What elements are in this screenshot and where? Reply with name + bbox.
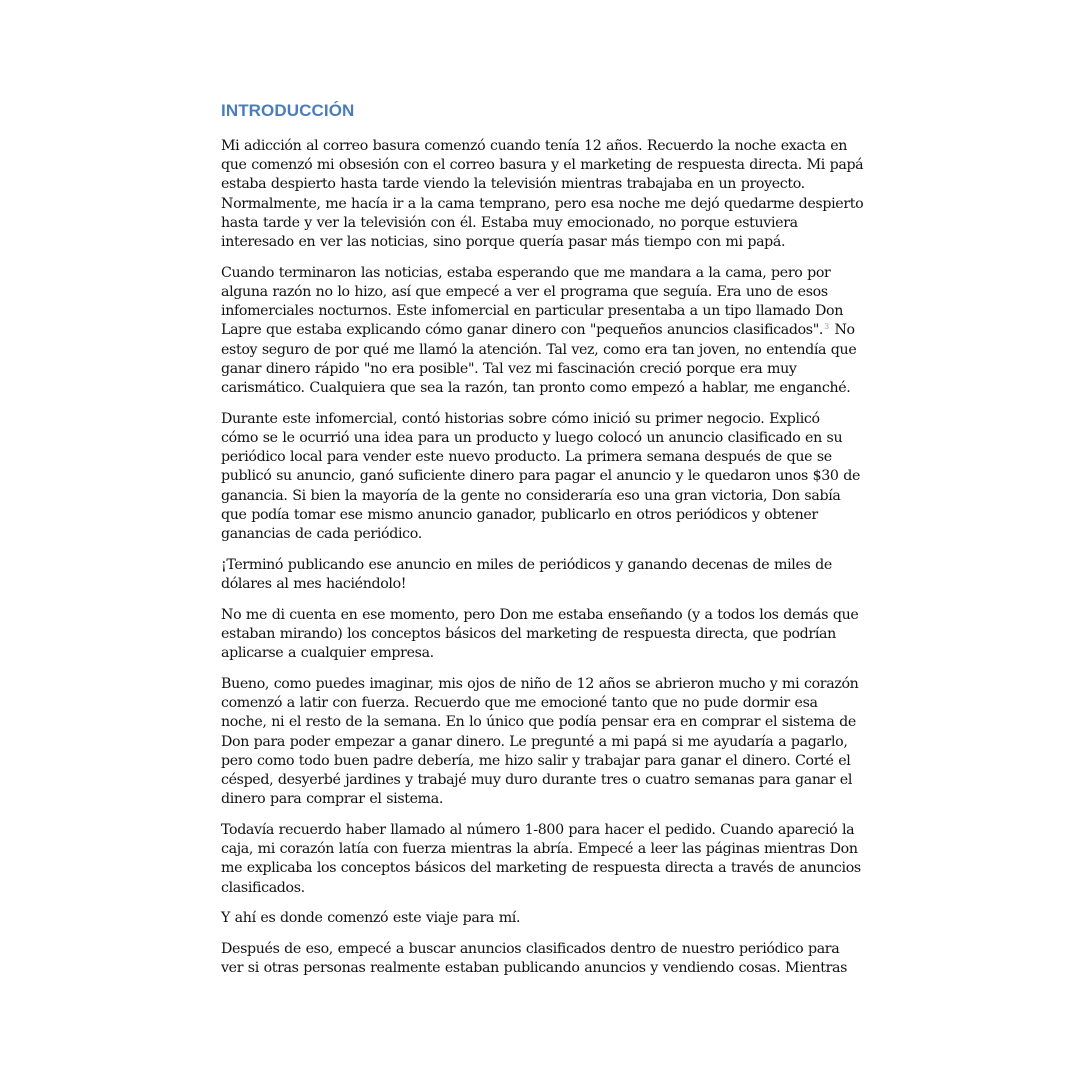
- text-line: ver si otras personas realmente estaban publicando anuncios y vendiendo cosas. Mientras: [221, 960, 848, 977]
- text-line: pero como todo buen padre debería, me hizo salir y trabajar para ganar el dinero. Corté el: [221, 752, 851, 769]
- text-line: interesado en ver las noticias, sino porque quería pasar más tiempo con mi papá.: [221, 234, 786, 251]
- text-line: publicó su anuncio, ganó suficiente dinero para pagar el anuncio y le quedaron unos $30 de: [221, 468, 861, 485]
- text-line: alguna razón no lo hizo, así que empecé a ver el programa que seguía. Era uno de esos: [221, 284, 828, 301]
- text-line: Normalmente, me hacía ir a la cama temprano, pero esa noche me dejó quedarme despierto: [221, 195, 864, 212]
- text-line: clasificados.: [221, 879, 305, 896]
- text-line: ganancia. Si bien la mayoría de la gente no consideraría eso una gran victoria, Don sabía: [221, 487, 841, 504]
- text-line: ganancias de cada periódico.: [221, 526, 422, 543]
- text-line: No me di cuenta en ese momento, pero Don me estaba enseñando (y a todos los demás que: [221, 606, 859, 623]
- text-line: carismático. Cualquiera que sea la razón, tan pronto como empezó a hablar, me enganché.: [221, 380, 851, 397]
- text-line: Y ahí es donde comenzó este viaje para mí.: [221, 910, 521, 927]
- text-line: Después de eso, empecé a buscar anuncios clasificados dentro de nuestro periódico para: [221, 941, 840, 958]
- text-line: Cuando terminaron las noticias, estaba esperando que me mandara a la cama, pero por: [221, 264, 831, 281]
- text-line: Todavía recuerdo haber llamado al número 1-800 para hacer el pedido. Cuando apareció la: [221, 822, 855, 839]
- text-segment: Lapre que estaba explicando cómo ganar dinero con "pequeños anuncios clasificados".: [221, 322, 824, 339]
- paragraph-5: [221, 606, 861, 664]
- text-line: infomerciales nocturnos. Este infomercial en particular presentaba a un tipo llamado Don: [221, 303, 844, 320]
- text-line: Bueno, como puedes imaginar, mis ojos de niño de 12 años se abrieron mucho y mi corazón: [221, 676, 859, 693]
- text-line: Durante este infomercial, contó historias sobre cómo inició su primer negocio. Explicó: [221, 410, 820, 427]
- text-line: caja, mi corazón latía con fuerza mientras la abría. Empecé a leer las páginas mientras Don: [221, 841, 858, 858]
- paragraph-4: [221, 556, 861, 594]
- paragraph-2: [221, 264, 861, 398]
- text-line: estoy seguro de por qué me llamó la atención. Tal vez, como era tan joven, no entendía que: [221, 341, 857, 358]
- paragraph-9: [221, 940, 861, 978]
- text-line: dólares al mes haciéndolo!: [221, 576, 407, 593]
- text-line: me explicaba los conceptos básicos del marketing de respuesta directa a través de anuncios: [221, 860, 861, 877]
- paragraph-7: [221, 821, 861, 898]
- text-line: que comenzó mi obsesión con el correo basura y el marketing de respuesta directa. Mi papá: [221, 157, 864, 174]
- document-body: [221, 100, 864, 990]
- paragraph-8: [221, 909, 861, 928]
- paragraph-6: [221, 675, 861, 809]
- text-line: Don para poder empezar a ganar dinero. Le pregunté a mi papá si me ayudaría a pagarlo,: [221, 733, 848, 750]
- text-segment: No: [829, 322, 855, 339]
- text-line: Mi adicción al correo basura comenzó cuando tenía 12 años. Recuerdo la noche exacta en: [221, 138, 848, 154]
- text-line: periódico local para vender este nuevo producto. La primera semana después de que se: [221, 449, 832, 466]
- text-line: ¡Terminó publicando ese anuncio en miles de periódicos y ganando decenas de miles de: [221, 556, 832, 573]
- text-line: estaba despierto hasta tarde viendo la televisión mientras trabajaba en un proyecto.: [221, 176, 805, 193]
- text-line-with-footnote: [221, 321, 861, 340]
- text-line: cómo se le ocurrió una idea para un producto y luego colocó un anuncio clasificado en su: [221, 430, 843, 447]
- text-line: comenzó a latir con fuerza. Recuerdo que me emocioné tanto que no pude dormir esa: [221, 695, 818, 712]
- text-line: ganar dinero rápido "no era posible". Tal vez mi fascinación creció porque era muy: [221, 360, 797, 377]
- text-line: dinero para comprar el sistema.: [221, 791, 444, 808]
- text-line: aplicarse a cualquier empresa.: [221, 645, 434, 662]
- text-line: estaban mirando) los conceptos básicos del marketing de respuesta directa, que podrían: [221, 626, 836, 643]
- paragraph-1: [221, 137, 864, 252]
- footnote-reference-link[interactable]: 3: [824, 321, 829, 331]
- text-line: hasta tarde y ver la televisión con él. Estaba muy emocionado, no porque estuviera: [221, 214, 798, 231]
- text-line: césped, desyerbé jardines y trabajé muy duro durante tres o cuatro semanas para ganar el: [221, 772, 853, 789]
- paragraph-3: [221, 410, 861, 544]
- text-line: noche, ni el resto de la semana. En lo único que podía pensar era en comprar el sistema de: [221, 714, 856, 731]
- text-line: que podía tomar ese mismo anuncio ganador, publicarlo en otros periódicos y obtener: [221, 506, 818, 523]
- section-heading: INTRODUCCIÓN: [221, 101, 355, 120]
